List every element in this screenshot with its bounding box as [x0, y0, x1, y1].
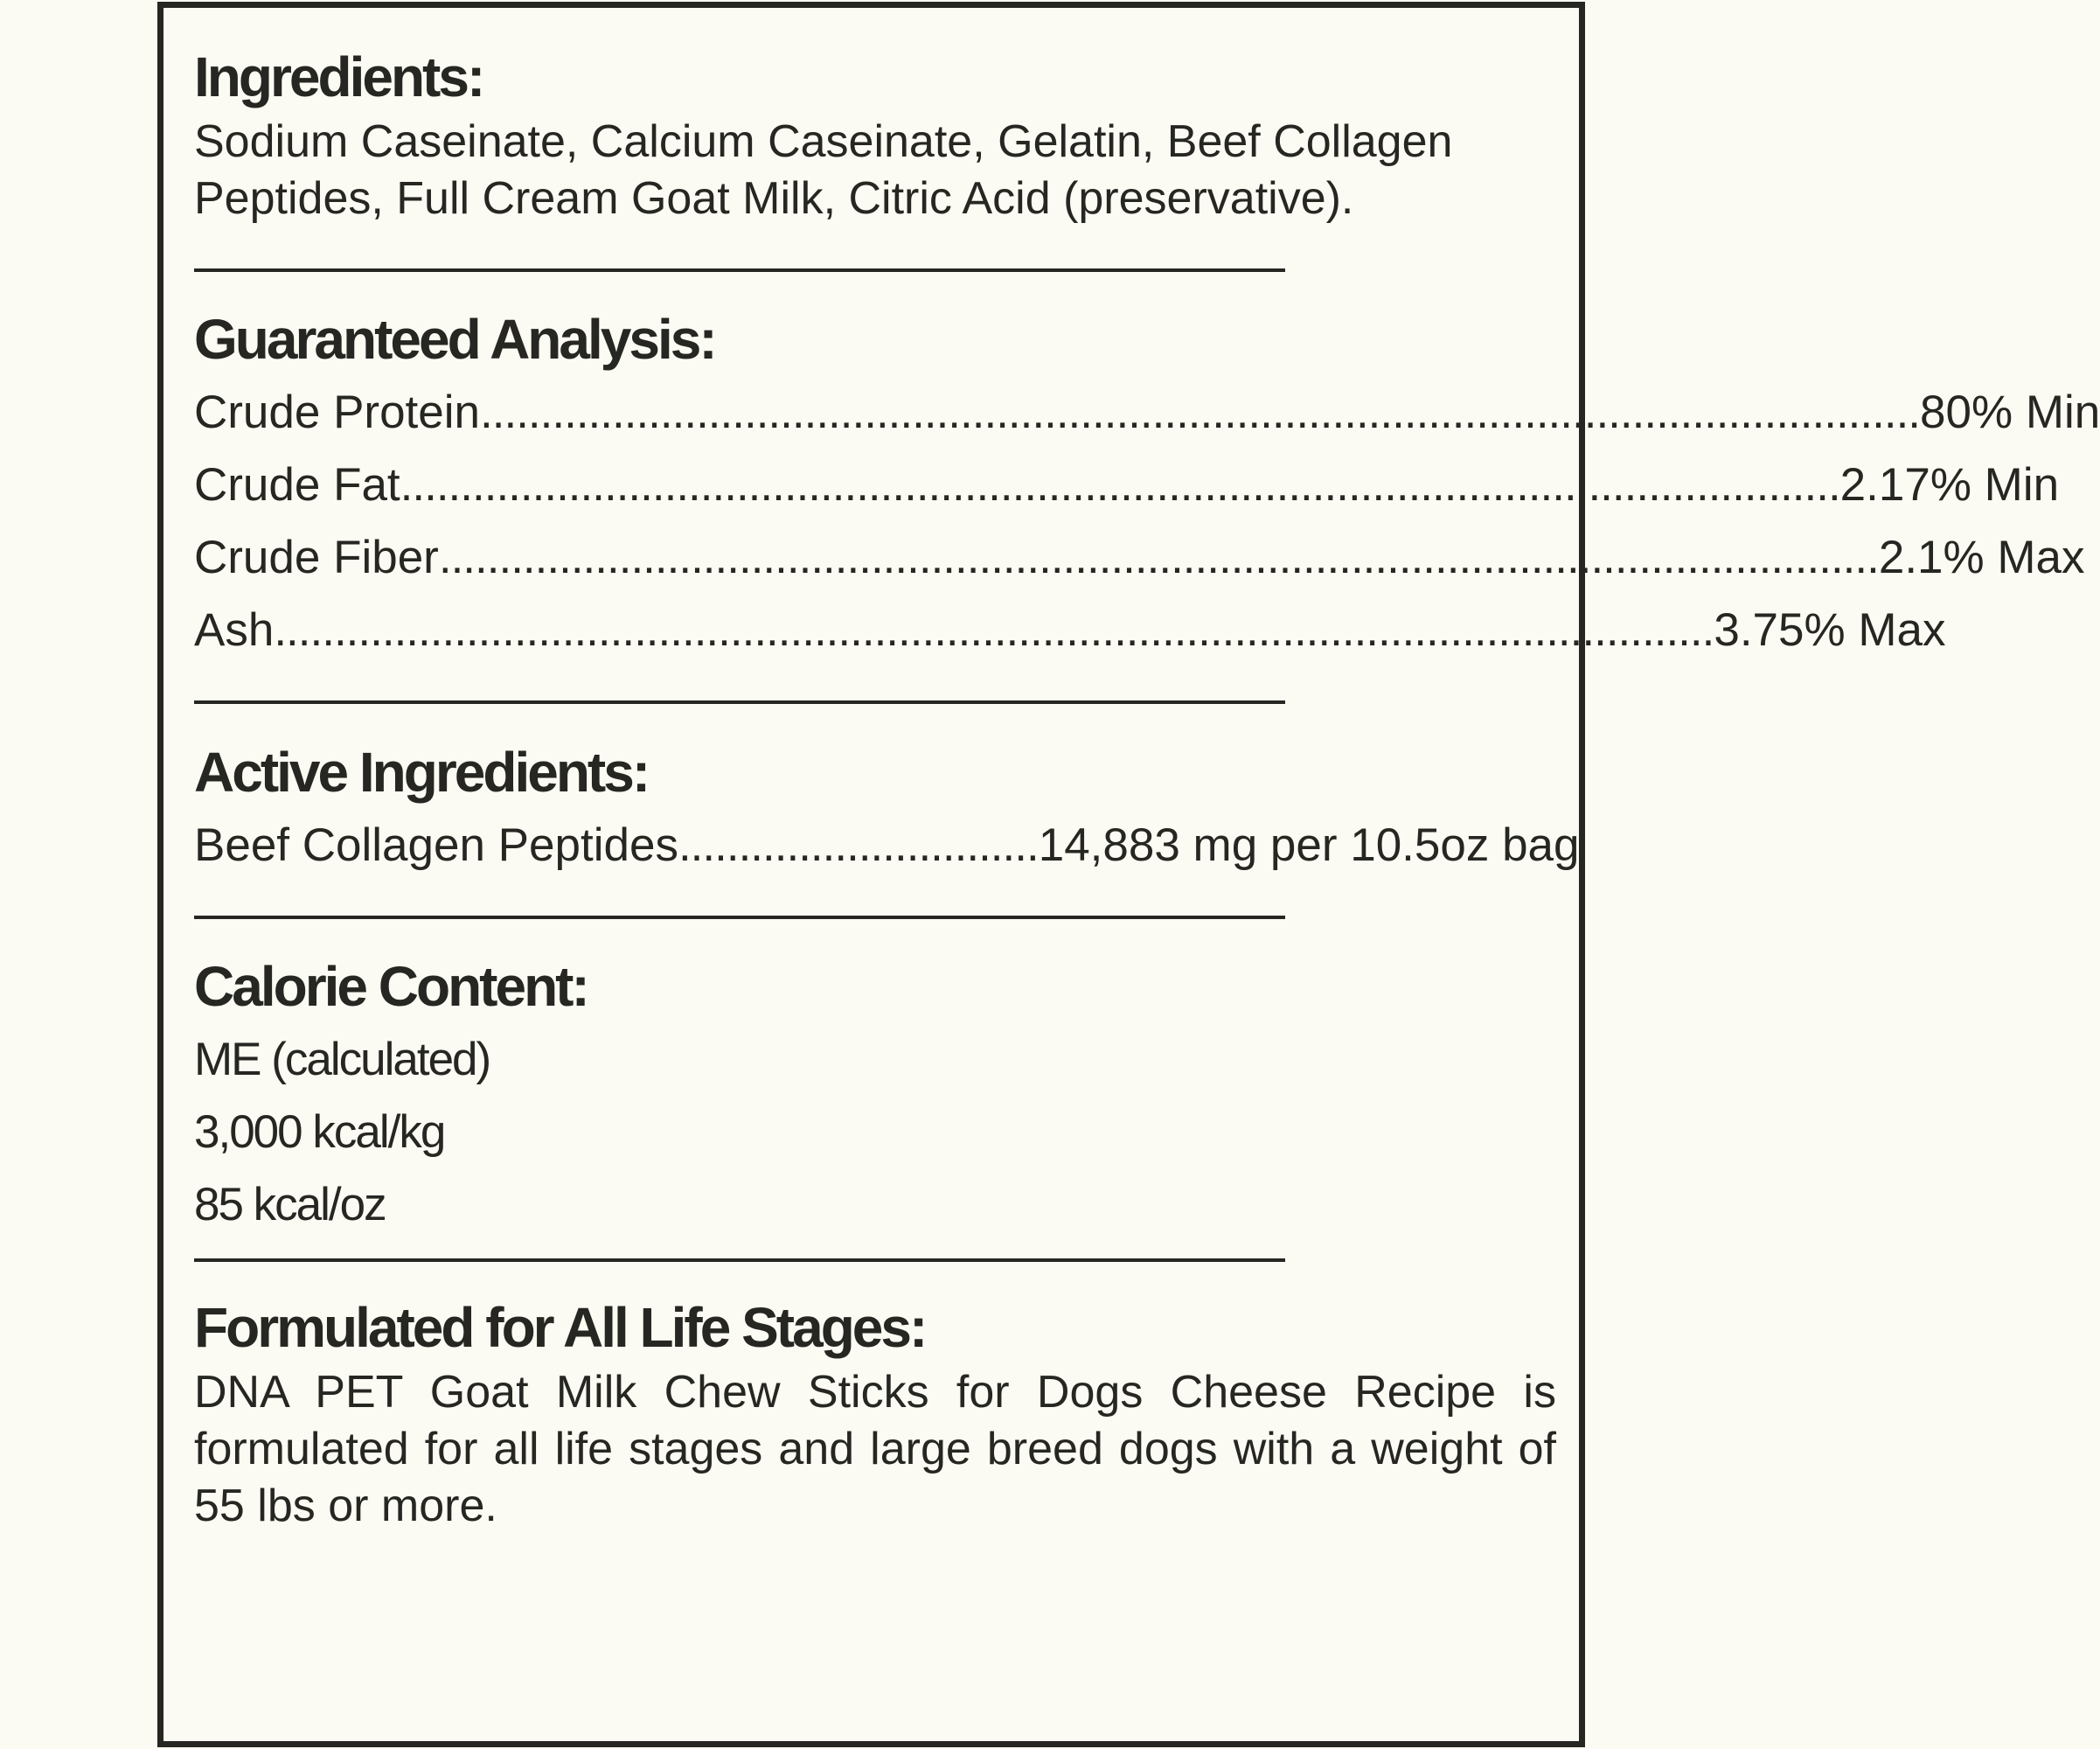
analysis-label: Ash [194, 604, 275, 656]
life-stages-text: DNA PET Goat Milk Chew Sticks for Dogs Cheese Recipe is formulated for all life stages and large breed dogs with a weight of 55 lbs or more. [194, 1367, 1556, 1531]
active-ingredient-label: Beef Collagen Peptides [194, 819, 678, 871]
dot-leader: .............................. [678, 819, 1039, 871]
analysis-row-ash [194, 594, 1946, 666]
calorie-per-kg: 3,000 kcal/kg [194, 1106, 445, 1158]
analysis-label: Crude Protein [194, 387, 481, 438]
analysis-value: 3.75% Max [1714, 604, 1946, 656]
analysis-label: Crude Fiber [194, 532, 439, 583]
calorie-per-oz: 85 kcal/oz [194, 1179, 386, 1230]
ingredients-text: Sodium Caseinate, Calcium Caseinate, Gelatin, Beef Collagen Peptides, Full Cream Goat Milk, Citric Acid (preservative). [194, 116, 1453, 224]
dot-leader: ........................................................................................................................ [438, 532, 1879, 583]
calorie-content-heading: Calorie Content: [194, 955, 588, 1018]
guaranteed-analysis-heading: Guaranteed Analysis: [194, 308, 715, 371]
divider [194, 268, 1285, 272]
analysis-value: 2.17% Min [1839, 459, 2060, 511]
analysis-row-crude-protein [194, 376, 2100, 449]
analysis-value: 2.1% Max [1878, 532, 2085, 583]
divider [194, 916, 1285, 919]
active-ingredient-row [194, 809, 1580, 881]
analysis-label: Crude Fat [194, 459, 400, 511]
life-stages-heading: Formulated for All Life Stages: [194, 1296, 926, 1359]
divider [194, 700, 1285, 704]
dot-leader: ........................................................................................................................ [274, 604, 1714, 656]
calorie-method: ME (calculated) [194, 1034, 490, 1085]
analysis-row-crude-fat [194, 449, 2060, 521]
dot-leader: ........................................................................................................................ [480, 387, 1921, 438]
analysis-value: 80% Min [1920, 387, 2100, 438]
life-stages-section [194, 1291, 1556, 1535]
analysis-row-crude-fiber [194, 521, 2085, 594]
ingredients-heading: Ingredients: [194, 45, 483, 108]
dot-leader: ........................................................................................................................ [400, 459, 1840, 511]
calorie-content-section [194, 950, 588, 1241]
divider [194, 1258, 1285, 1262]
active-ingredients-section [194, 735, 1580, 881]
active-ingredients-heading: Active Ingredients: [194, 741, 649, 804]
ingredients-section [194, 40, 1558, 227]
active-ingredient-value: 14,883 mg per 10.5oz bag [1038, 819, 1580, 871]
guaranteed-analysis-section [194, 303, 2100, 666]
